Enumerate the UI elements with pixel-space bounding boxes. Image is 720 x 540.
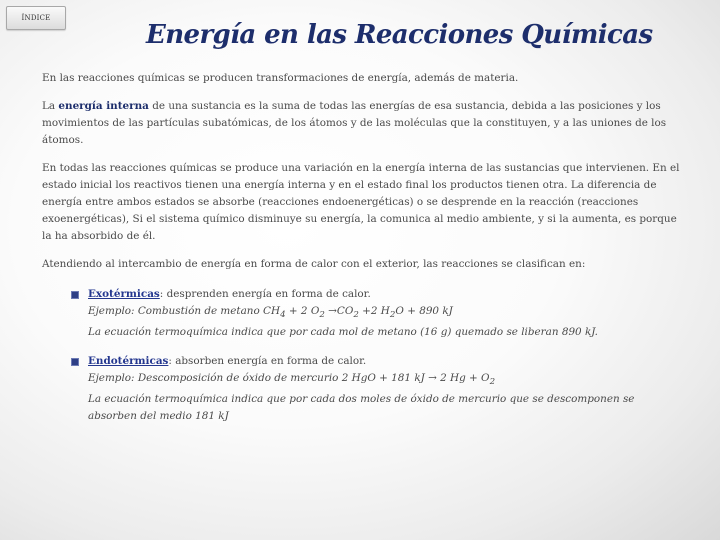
energy-variation-paragraph: En todas las reacciones químicas se produce una variación en la energía interna de las sustancias que intervienen. En el estado inicial los reactivos tienen una energía interna y en el estado final los productos tienen otra. La diferencia de energía entre ambos estados se absorbe (reacciones endoenergéticas) o se desprende en la reacción (reacciones exoenergéticas), Si el sistema químico disminuye su energía, la comunica al medio ambiente, y si la aumenta, es porque la ha absorbido de él. bbox=[42, 162, 680, 242]
page-title: Energía en las Reacciones Químicas bbox=[146, 20, 653, 50]
classification-paragraph: Atendiendo al intercambio de energía en forma de calor con el exterior, las reacciones se clasifican en: bbox=[42, 258, 586, 270]
reaction-arrow-icon: → bbox=[328, 305, 337, 317]
exothermic-example: Ejemplo: Combustión de metano $CH_4 + 2$ $O_2 \to CO_2 +2$ $H_2O + 890$ kJ bbox=[88, 305, 453, 321]
exothermic-link[interactable]: Exotérmicas bbox=[88, 288, 160, 300]
endothermic-link[interactable]: Endotérmicas bbox=[88, 355, 169, 368]
bullet-square-icon bbox=[71, 358, 79, 366]
exothermic-description: : desprenden energía en forma de calor. bbox=[159, 288, 371, 300]
index-button[interactable]: ÍNDICE bbox=[6, 6, 66, 30]
reaction-arrow-icon: → bbox=[428, 372, 437, 385]
endothermic-item bbox=[42, 353, 682, 425]
internal-energy-paragraph: La energía interna de una sustancia es la suma de todas las energías de esa sustancia, debida a las posiciones y los movimientos de las partículas subatómicas, de los átomos y de las moléculas que la constituyen, y a las uniones de los átomos. bbox=[42, 100, 667, 146]
endothermic-description: : absorben energía en forma de calor. bbox=[168, 355, 367, 368]
content-body bbox=[42, 70, 682, 437]
exothermic-explanation: La ecuación termoquímica indica que por cada mol de metano (16 g) quemado se liberan 890 kJ. bbox=[88, 326, 598, 339]
exothermic-item bbox=[42, 286, 682, 341]
internal-energy-term: energía interna bbox=[58, 100, 149, 112]
bullet-square-icon bbox=[71, 291, 79, 299]
intro-paragraph: En las reacciones químicas se producen transformaciones de energía, además de materia. bbox=[42, 72, 519, 84]
endothermic-explanation: La ecuación termoquímica indica que por cada dos moles de óxido de mercurio que se descomponen se absorben del medio 181 kJ bbox=[88, 393, 635, 423]
endothermic-example: Ejemplo: Descomposición de óxido de mercurio 2 HgO + 181 kJ → 2 $Hg + O_2$ bbox=[88, 372, 496, 388]
